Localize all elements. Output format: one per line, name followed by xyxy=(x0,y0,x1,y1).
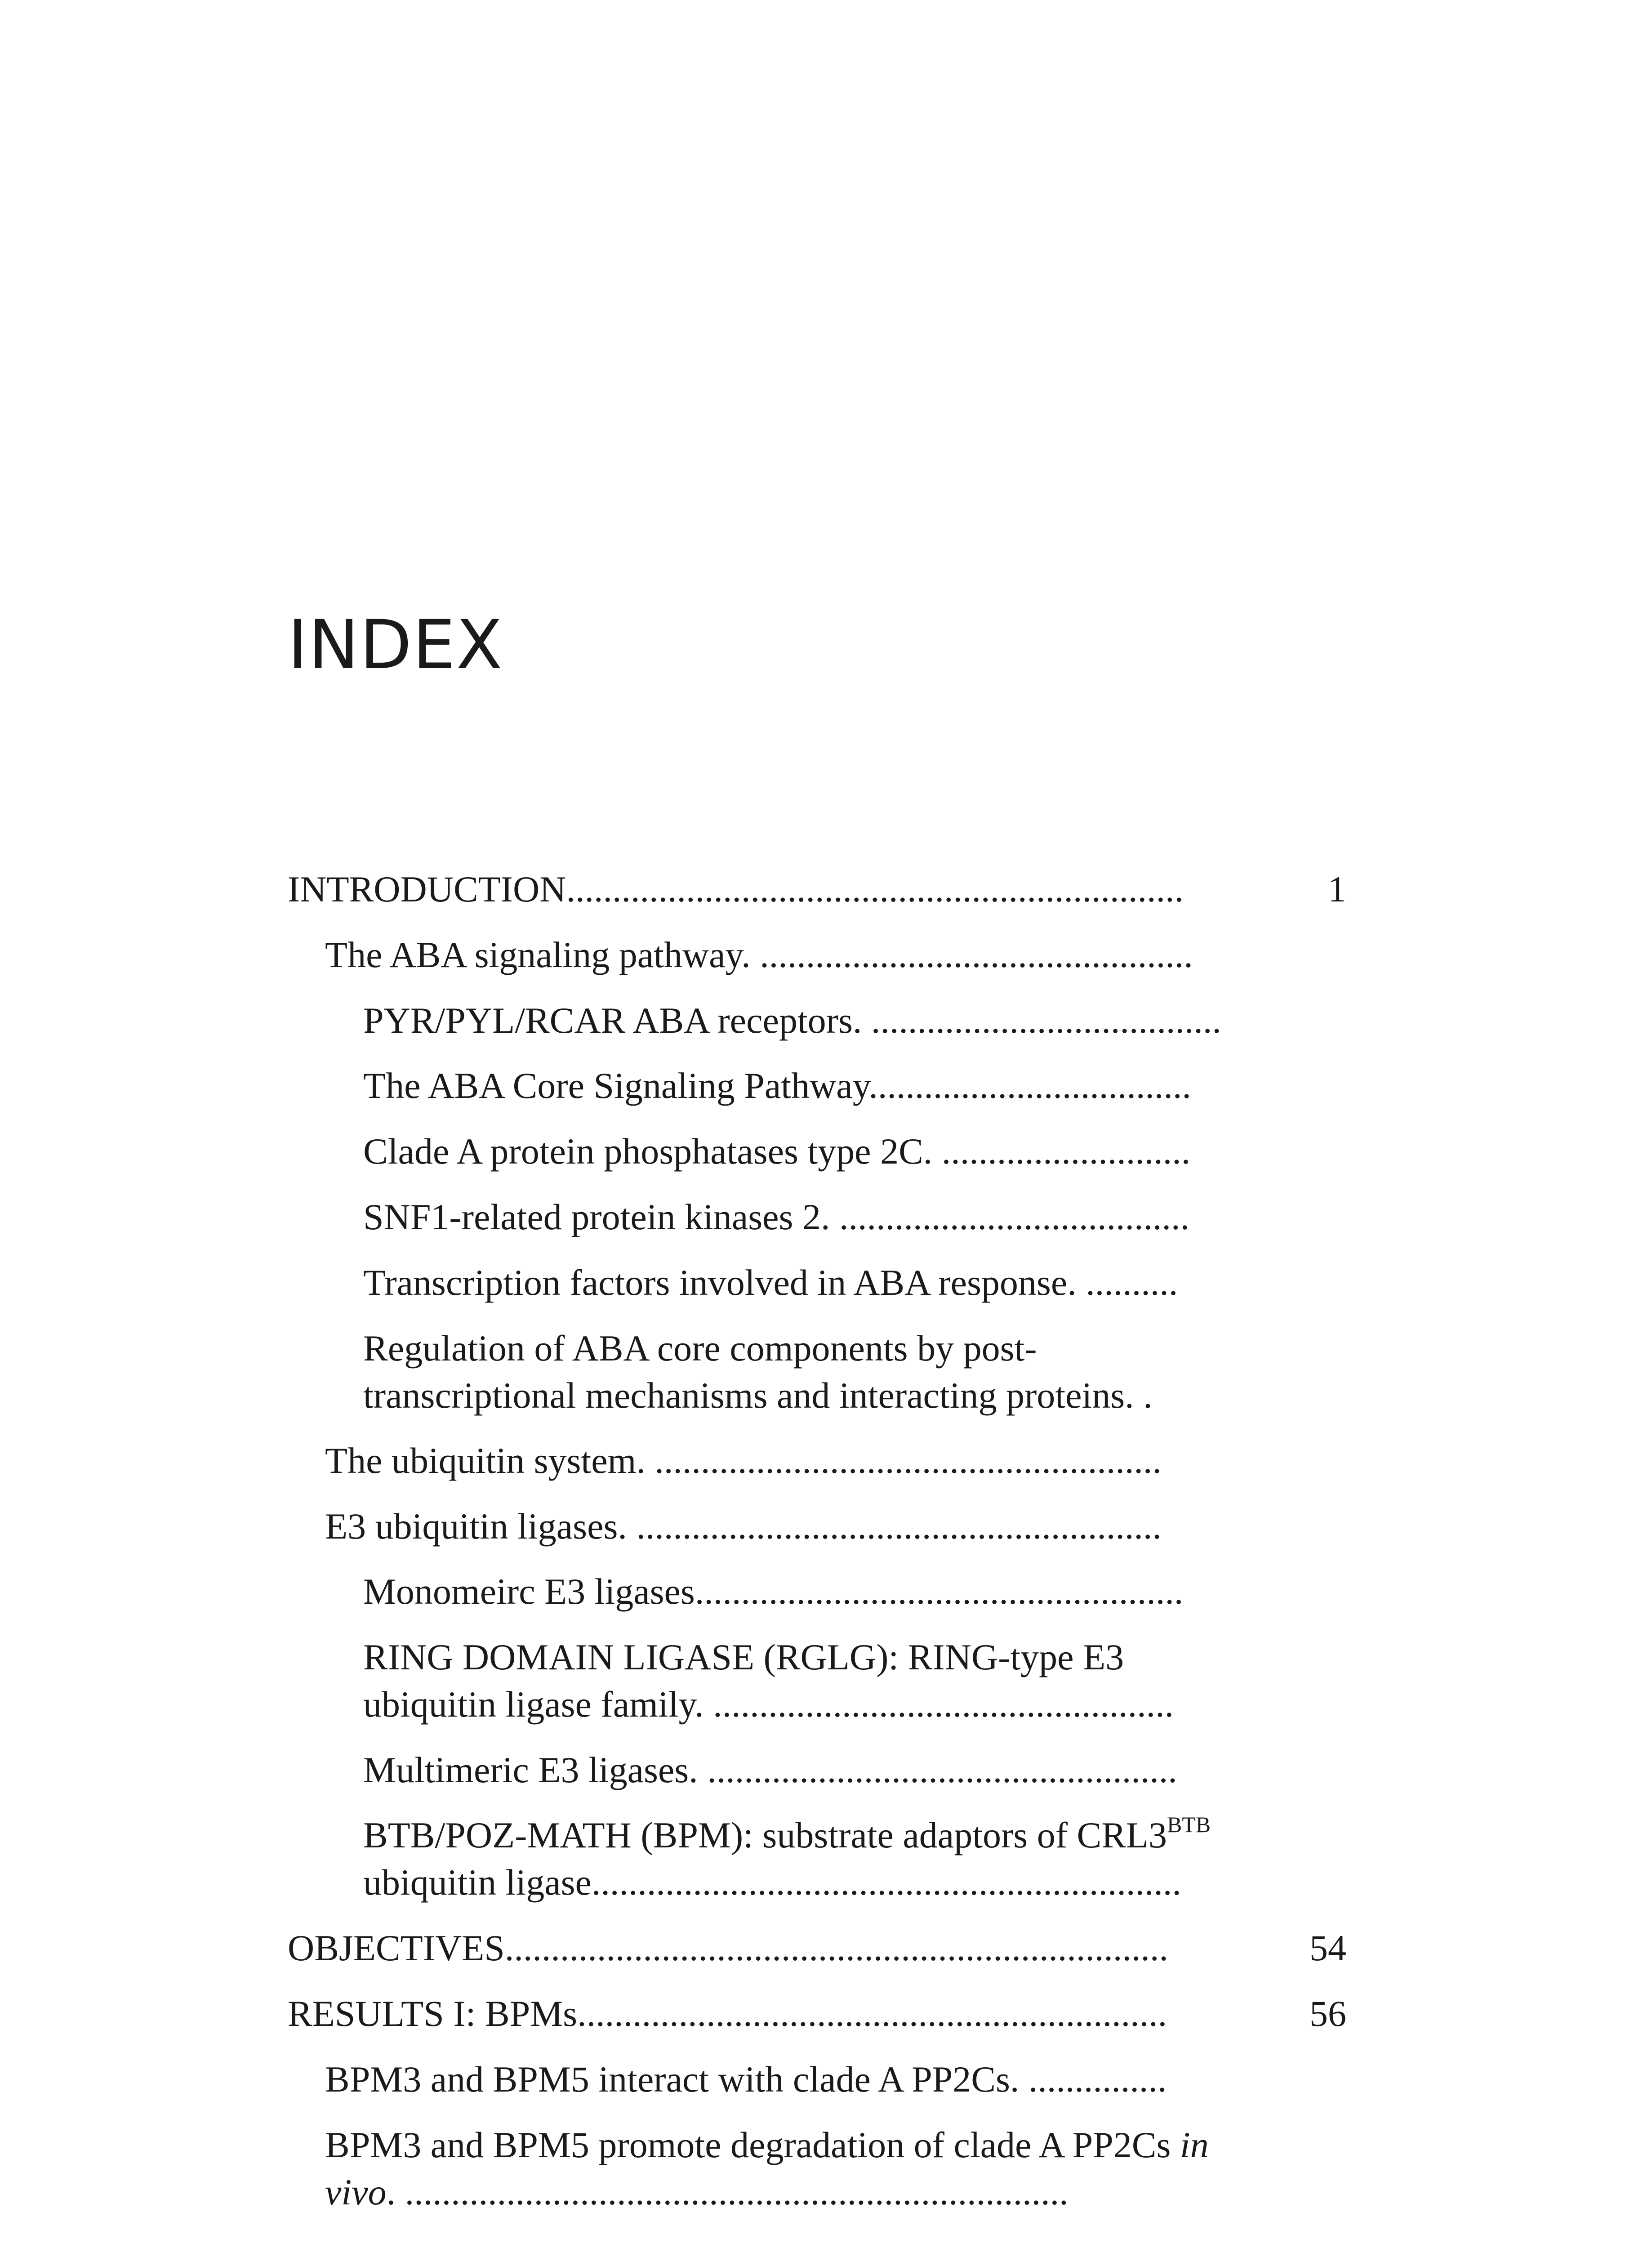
toc-entry-monomeric-e3-ligases[interactable] xyxy=(363,1568,1307,1615)
toc-entry-transcription-factors[interactable] xyxy=(363,1259,1307,1306)
toc-entry-title-italic-2: vivo xyxy=(325,2172,387,2212)
toc-entry-title: SNF1-related protein kinases 2. xyxy=(363,1196,839,1237)
toc-entry-multimeric-e3-ligases[interactable] xyxy=(363,1746,1307,1793)
toc-entry-title: The ABA signaling pathway. xyxy=(325,934,760,975)
toc-leader-dots: ................................................... xyxy=(707,1749,1177,1790)
toc-leader-dots: ............... xyxy=(1028,2059,1167,2100)
toc-leader-dots: ...................................... xyxy=(871,1000,1221,1041)
toc-entry-regulation-aba-core[interactable] xyxy=(363,1325,1307,1419)
toc-entry-rglg[interactable] xyxy=(363,1633,1307,1728)
toc-leader-dots: ................................................................... xyxy=(566,869,1184,910)
toc-leader-dots: ...................................... xyxy=(839,1196,1189,1237)
toc-entry-aba-core-signaling[interactable] xyxy=(363,1062,1326,1109)
toc-leader-dots: .......... xyxy=(1086,1262,1178,1303)
toc-entry-title: transcriptional mechanisms and interacting proteins. xyxy=(363,1375,1144,1416)
toc-leader-dots: ................................................................ xyxy=(577,1993,1167,2034)
toc-entry-title: ubiquitin ligase family. xyxy=(363,1684,713,1725)
toc-entry-title: E3 ubiquitin ligases. xyxy=(325,1506,637,1547)
toc-leader-dots: ........................................................................ xyxy=(405,2172,1069,2212)
toc-entry-title: The ubiquitin system. xyxy=(325,1440,655,1481)
toc-leader-dots: ........................................................................ xyxy=(504,1927,1168,1968)
toc-leader-dots: ........................... xyxy=(941,1131,1191,1172)
toc-entry-title-line1: RING DOMAIN LIGASE (RGLG): RING-type E3 xyxy=(363,1637,1124,1677)
toc-entry-title-line1: BPM3 and BPM5 promote degradation of clade A PP2Cs xyxy=(325,2124,1180,2165)
toc-entry-title: . xyxy=(386,2172,405,2212)
toc-entry-results-i[interactable] xyxy=(288,1990,1346,2037)
toc-entry-title-italic: in xyxy=(1180,2124,1209,2165)
toc-entry-objectives[interactable] xyxy=(288,1924,1346,1971)
toc-page-number: 54 xyxy=(1309,1927,1346,1968)
toc-leader-dots: ..................................................... xyxy=(695,1571,1184,1612)
toc-entry-title: Monomeirc E3 ligases xyxy=(363,1571,695,1612)
toc-entry-title: ubiquitin ligase. xyxy=(363,1862,601,1903)
toc-entry-ubiquitin-system[interactable] xyxy=(325,1437,1307,1484)
toc-entry-title: INTRODUCTION xyxy=(288,869,566,910)
toc-page-number: 1 xyxy=(1328,869,1346,910)
toc-entry-clade-a-pp2c[interactable] xyxy=(363,1128,1326,1175)
toc-entry-title-line1: Regulation of ABA core components by post- xyxy=(363,1328,1037,1369)
toc-leader-dots: .................................. xyxy=(877,1065,1191,1106)
toc-leader-dots: .................................................. xyxy=(713,1684,1174,1725)
toc-entry-title-line1: BTB/POZ-MATH (BPM): substrate adaptors of CRL3 xyxy=(363,1815,1167,1855)
toc-entry-bpm-interact[interactable] xyxy=(325,2056,1307,2103)
toc-entry-title: Clade A protein phosphatases type 2C. xyxy=(363,1131,942,1172)
toc-page-number: 56 xyxy=(1309,1993,1346,2034)
toc-entry-introduction[interactable] xyxy=(288,865,1346,913)
superscript-btb: BTB xyxy=(1167,1812,1211,1837)
toc-entry-title: OBJECTIVES xyxy=(288,1927,505,1968)
toc-entry-aba-signaling-pathway[interactable] xyxy=(325,931,1326,978)
toc-entry-title: PYR/PYL/RCAR ABA receptors. xyxy=(363,1000,871,1041)
toc-leader-dots: ............................................................... xyxy=(601,1862,1181,1903)
toc-entry-e3-ubiquitin-ligases[interactable] xyxy=(325,1503,1307,1550)
toc-entry-snrk2[interactable] xyxy=(363,1193,1326,1240)
toc-leader-dots: ......................................................... xyxy=(636,1506,1162,1547)
toc-entry-title: BPM3 and BPM5 interact with clade A PP2Cs. xyxy=(325,2059,1029,2100)
toc-leader-dots: ....................................................... xyxy=(655,1440,1162,1481)
toc-leader-dots: ............................................... xyxy=(760,934,1193,975)
toc-entry-title: Transcription factors involved in ABA response. xyxy=(363,1262,1086,1303)
toc-entry-aba-receptors[interactable] xyxy=(363,997,1326,1044)
toc-entry-title: RESULTS I: BPMs xyxy=(288,1993,578,2034)
toc-entry-title: The ABA Core Signaling Pathway. xyxy=(363,1065,878,1106)
toc-leader-dots: . xyxy=(1143,1375,1153,1416)
toc-entry-bpm-degradation[interactable] xyxy=(325,2121,1350,2216)
page-title: INDEX xyxy=(288,606,503,684)
toc-entry-title: Multimeric E3 ligases. xyxy=(363,1749,708,1790)
toc-entry-bpm-adaptors[interactable] xyxy=(363,1811,1307,1906)
